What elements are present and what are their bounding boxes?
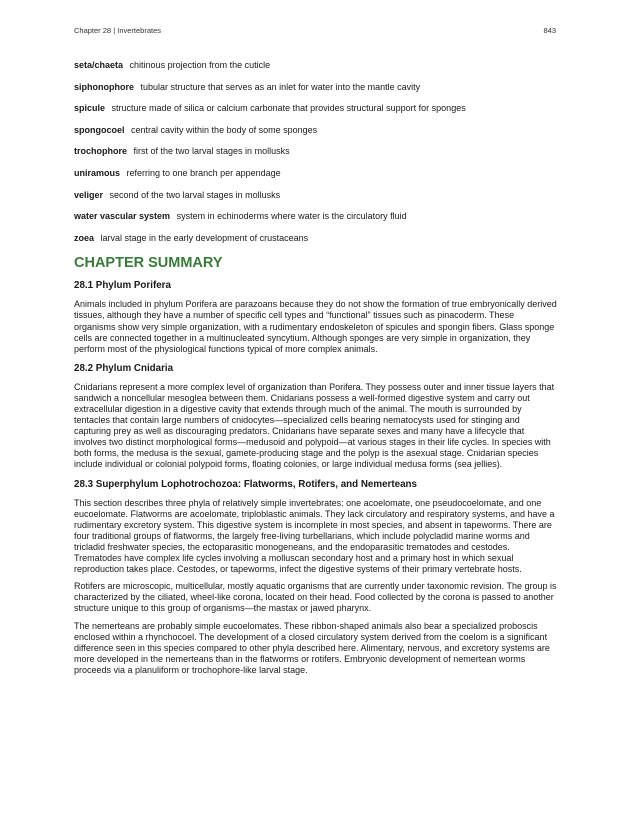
- section-title: 28.3 Superphylum Lophotrochozoa: Flatworms, Rotifers, and Nemerteans: [74, 478, 417, 490]
- glossary-entry: [74, 211, 558, 222]
- glossary-definition: system in echinoderms where water is the circulatory fluid: [176, 211, 407, 222]
- glossary-term: spicule: [74, 103, 106, 114]
- glossary-entry: [74, 168, 558, 179]
- chapter-summary-heading: CHAPTER SUMMARY: [74, 255, 223, 272]
- summary-section-cnidaria: [74, 363, 558, 471]
- glossary-entry: [74, 146, 558, 157]
- glossary-term: spongocoel: [74, 124, 125, 135]
- header-separator: |: [113, 26, 116, 35]
- page-content: [74, 60, 558, 684]
- glossary-term: seta/chaeta: [74, 60, 124, 70]
- glossary-entry: [74, 60, 558, 71]
- glossary-definition: structure made of silica or calcium carbonate that provides structural support for sponges: [111, 103, 466, 114]
- glossary-definition: larval stage in the early development of crustaceans: [100, 232, 309, 243]
- section-paragraph: Animals included in phylum Porifera are parazoans because they do not show the formation of true embryonically derived tissues, although they have a number of specific cell types and “functional” tissues such as pinacoderm. These organisms show very simple organization, with a rudimentary endoskeleton of spicules and spongin fibers. Glass sponge cells are connected together in a multinucleated syncytium. Although sponges are very simple in organization, they perform most of the physiological functions typical of more complex animals.: [74, 299, 557, 354]
- glossary-term: zoea: [74, 232, 95, 243]
- glossary-definition: central cavity within the body of some sponges: [131, 124, 318, 135]
- glossary-entry: [74, 190, 558, 201]
- section-title: 28.1 Phylum Porifera: [74, 280, 171, 292]
- glossary-definition: referring to one branch per appendage: [126, 167, 281, 178]
- glossary-term: trochophore: [74, 146, 127, 157]
- glossary-definition: second of the two larval stages in mollusks: [109, 189, 281, 200]
- section-paragraph: The nemerteans are probably simple eucoelomates. These ribbon-shaped animals also bear a specialized proboscis enclosed within a rhynchocoel. The development of a closed circulatory system derived from the coelom is a significant difference seen in this species compared to other phyla described here. Alimentary, nervous, and excretory systems are more developed in the nemerteans than in the flatworms or rotifers. Embryonic development of nemertean worms proceeds via a planuliform or trochophore-like larval stage.: [74, 620, 550, 675]
- glossary-entry: [74, 82, 558, 93]
- glossary-term: siphonophore: [74, 81, 134, 92]
- chapter-label: Chapter 28: [74, 26, 112, 35]
- glossary-entry: [74, 103, 558, 114]
- section-paragraph: Rotifers are microscopic, multicellular, mostly aquatic organisms that are currently under taxonomic revision. The group is characterized by the ciliated, wheel-like corona, located on their head. Food collected by the corona is passed to another structure unique to this group of organisms—the mastax or jawed pharynx.: [74, 581, 557, 614]
- summary-section-lophotrochozoa: [74, 479, 558, 676]
- glossary-term: veliger: [74, 189, 104, 200]
- section-paragraph: This section describes three phyla of relatively simple invertebrates: one acoelomate, one pseudocoelomate, and one eucoelomate. Flatworms are acoelomate, triploblastic animals. They lack circulatory and respiratory systems, and have a rudimentary excretory system. This digestive system is incomplete in most species, and absent in tapeworms. There are four traditional groups of flatworms, the largely free-living turbellarians, which include polycladid marine worms and tricladid freshwater species, the ectoparasitic monogeneans, and the endoparasitic trematodes and cestodes. Trematodes have complex life cycles involving a molluscan secondary host and a primary host in which sexual reproduction takes place. Cestodes, or tapeworms, infect the digestive systems of their primary vertebrate hosts.: [74, 497, 555, 575]
- page-header: [74, 26, 556, 35]
- glossary-term: uniramous: [74, 167, 121, 178]
- section-paragraph: Cnidarians represent a more complex level of organization than Porifera. They possess outer and inner tissue layers that sandwich a noncellular mesoglea between them. Cnidarians possess a well-formed digestive system and carry out extracellular digestion in a digestive cavity that extends through much of the animal. The mouth is surrounded by tentacles that contain large numbers of cnidocytes—specialized cells bearing nematocysts used for stinging and capturing prey as well as discouraging predators. Cnidarians have separate sexes and many have a lifecycle that involves two distinct morphological forms—medusoid and polypoid—at various stages in their life cycles. In species with both forms, the medusa is the sexual, gamete-producing stage and the polyp is the asexual stage. Cnidarian species include individual or colonial polypoid forms, floating colonies, or large individual medusa forms (sea jellies).: [74, 381, 555, 470]
- glossary-term: water vascular system: [74, 211, 171, 222]
- glossary-entry: [74, 125, 558, 136]
- page-number: 843: [543, 26, 556, 35]
- section-title: 28.2 Phylum Cnidaria: [74, 362, 174, 374]
- glossary-entry: [74, 233, 558, 244]
- glossary-definition: chitinous projection from the cuticle: [129, 60, 271, 70]
- glossary-definition: first of the two larval stages in mollusks: [133, 146, 290, 157]
- chapter-title: Invertebrates: [117, 26, 162, 35]
- glossary: [74, 60, 558, 244]
- summary-section-porifera: [74, 280, 558, 354]
- glossary-definition: tubular structure that serves as an inlet for water into the mantle cavity: [140, 81, 421, 92]
